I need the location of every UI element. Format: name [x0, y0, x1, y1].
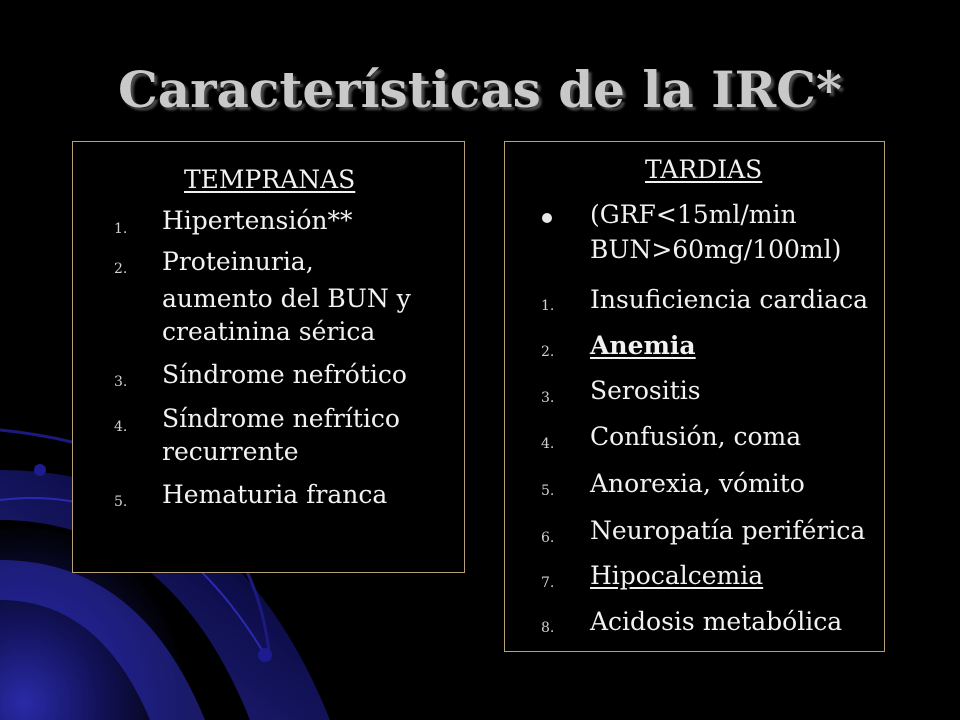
late-item: Serositis — [590, 376, 701, 405]
late-heading: TARDIAS — [645, 155, 763, 184]
late-item: Neuropatía periférica — [590, 516, 866, 545]
late-item-number: 6. — [541, 530, 555, 546]
late-item: Anorexia, vómito — [590, 469, 805, 498]
criteria-line: BUN>60mg/100ml) — [590, 235, 842, 264]
early-item-continuation: creatinina sérica — [162, 317, 376, 346]
criteria-line: (GRF<15ml/min — [590, 200, 797, 229]
late-item-number: 2. — [541, 344, 555, 360]
early-item-continuation: recurrente — [162, 437, 299, 466]
late-item-number: 1. — [541, 298, 555, 314]
late-item-emphasized: Anemia — [590, 331, 696, 360]
early-item-continuation: aumento del BUN y — [162, 284, 411, 313]
late-item-underlined: Hipocalcemia — [590, 561, 764, 590]
early-heading: TEMPRANAS — [184, 165, 356, 194]
early-item-number: 4. — [114, 419, 128, 435]
early-item: Hematuria franca — [162, 480, 388, 509]
slide-title: Características de la IRC* — [117, 60, 843, 119]
early-item: Síndrome nefrótico — [162, 360, 407, 389]
early-item-number: 2. — [114, 261, 128, 277]
late-item: Insuficiencia cardiaca — [590, 285, 868, 314]
late-item-number: 5. — [541, 483, 555, 499]
early-item: Proteinuria, — [162, 247, 314, 276]
early-item: Hipertensión** — [162, 206, 353, 235]
early-item-number: 3. — [114, 374, 128, 390]
late-item: Acidosis metabólica — [590, 607, 843, 636]
bullet-icon — [542, 213, 552, 223]
early-item: Síndrome nefrítico — [162, 404, 400, 433]
late-item-number: 4. — [541, 436, 555, 452]
late-item: Confusión, coma — [590, 422, 802, 451]
late-item-number: 3. — [541, 390, 555, 406]
late-item-number: 8. — [541, 620, 555, 636]
early-item-number: 1. — [114, 221, 128, 237]
early-item-number: 5. — [114, 494, 128, 510]
late-item-number: 7. — [541, 575, 555, 591]
